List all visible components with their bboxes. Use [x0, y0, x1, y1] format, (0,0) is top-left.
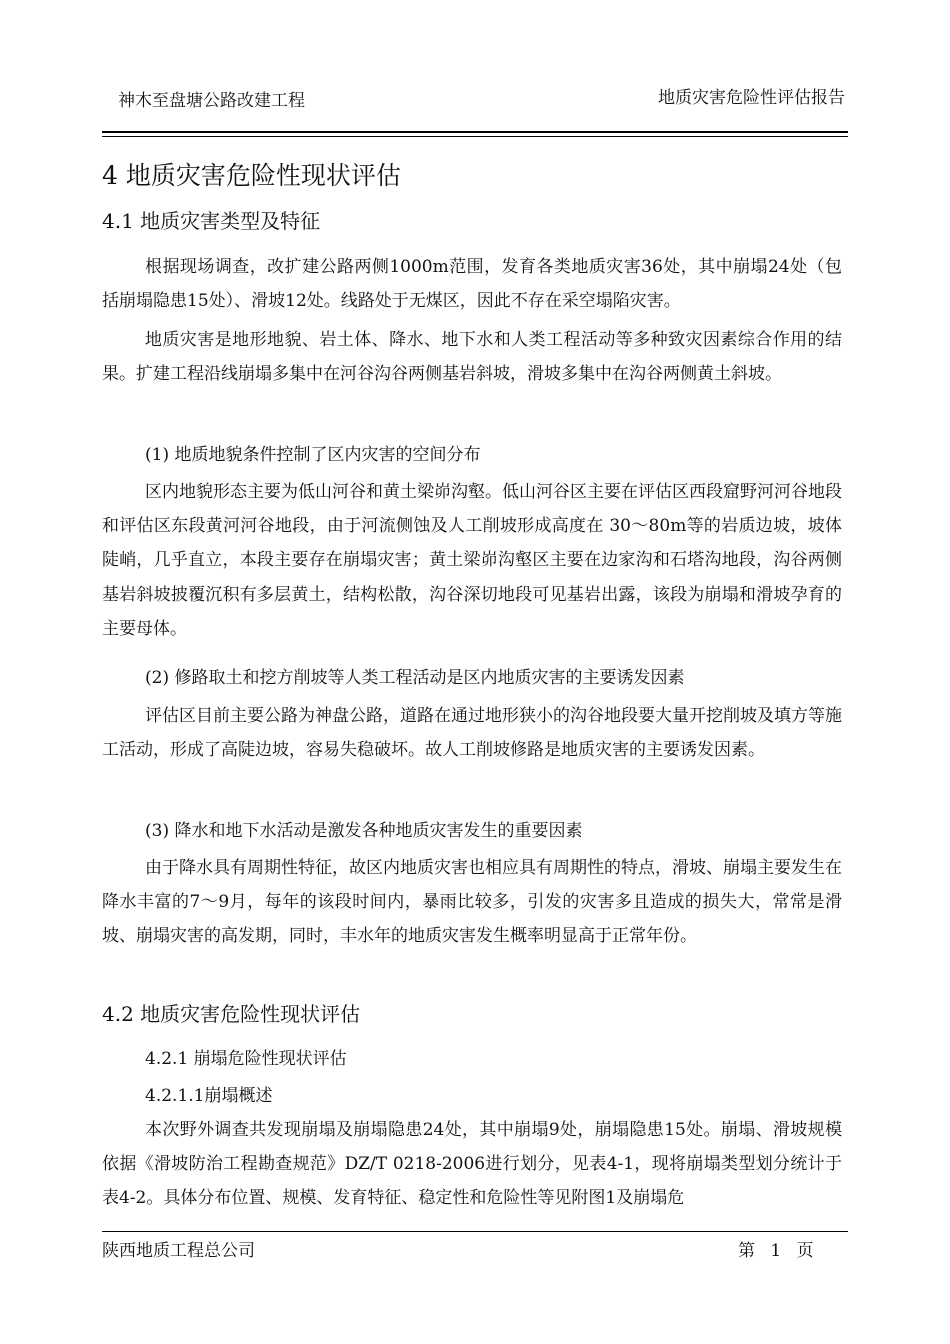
paragraph-survey-summary: 根据现场调查，改扩建公路两侧1000m范围，发育各类地质灾害36处，其中崩塌24处（包括崩塌隐患15处）、滑坡12处。线路处于无煤区，因此不存在采空塌陷灾害。: [102, 257, 842, 312]
header-report-title: 地质灾害危险性评估报告: [658, 88, 845, 108]
footer-rule: [102, 1231, 848, 1232]
footer-page-number: 第 1 页: [738, 1241, 814, 1261]
list-item-3: (3) 降水和地下水活动是激发各种地质灾害发生的重要因素: [145, 821, 583, 841]
list-item-2: (2) 修路取土和挖方削坡等人类工程活动是区内地质灾害的主要诱发因素: [145, 668, 685, 688]
paragraph-rainfall: 由于降水具有周期性特征，故区内地质灾害也相应具有周期性的特点，滑坡、崩塌主要发生在降水丰富的7～9月，每年的该段时间内，暴雨比较多，引发的灾害多且造成的损失大，常常是滑坡、崩塌灾害的高发期，同时，丰水年的地质灾害发生概率明显高于正常年份。: [102, 858, 842, 947]
paragraph-disaster-factors: 地质灾害是地形地貌、岩土体、降水、地下水和人类工程活动等多种致灾因素综合作用的结果。扩建工程沿线崩塌多集中在河谷沟谷两侧基岩斜坡，滑坡多集中在沟谷两侧黄土斜坡。: [102, 330, 842, 385]
section-4-1-title: 4.1 地质灾害类型及特征: [102, 209, 321, 233]
list-item-1: (1) 地质地貌条件控制了区内灾害的空间分布: [145, 445, 481, 465]
subsection-4-2-1-title: 4.2.1 崩塌危险性现状评估: [145, 1049, 347, 1069]
paragraph-landform: 区内地貌形态主要为低山河谷和黄土梁峁沟壑。低山河谷区主要在评估区西段窟野河河谷地段和评估区东段黄河河谷地段，由于河流侧蚀及人工削坡形成高度在 30～80m等的岩质边坡，坡体陡峭，几乎直立，本段主要存在崩塌灾害；黄土梁峁沟壑区主要在边家沟和石塔沟地段，沟谷两侧基岩斜坡披覆沉积有多层黄土，结构松散，沟谷深切地段可见基岩出露，该段为崩塌和滑坡孕育的主要母体。: [102, 482, 842, 639]
header-rule-thick: [102, 131, 848, 133]
header-rule-thin: [102, 136, 848, 137]
paragraph-collapse-overview: 本次野外调查共发现崩塌及崩塌隐患24处，其中崩塌9处，崩塌隐患15处。崩塌、滑坡规模依据《滑坡防治工程勘查规范》DZ/T 0218-2006进行划分，见表4-1，现将崩塌类型划分统计于表4-2。具体分布位置、规模、发育特征、稳定性和危险性等见附图1及崩塌危: [102, 1120, 842, 1209]
chapter-title: 4 地质灾害危险性现状评估: [102, 161, 401, 190]
section-4-2-title: 4.2 地质灾害危险性现状评估: [102, 1002, 361, 1026]
subsection-4-2-1-1-title: 4.2.1.1崩塌概述: [145, 1086, 273, 1106]
footer-company: 陕西地质工程总公司: [102, 1241, 255, 1261]
header-project-title: 神木至盘塘公路改建工程: [118, 91, 305, 111]
paragraph-human-activity: 评估区目前主要公路为神盘公路，道路在通过地形狭小的沟谷地段要大量开挖削坡及填方等施工活动，形成了高陡边坡，容易失稳破坏。故人工削坡修路是地质灾害的主要诱发因素。: [102, 706, 842, 761]
